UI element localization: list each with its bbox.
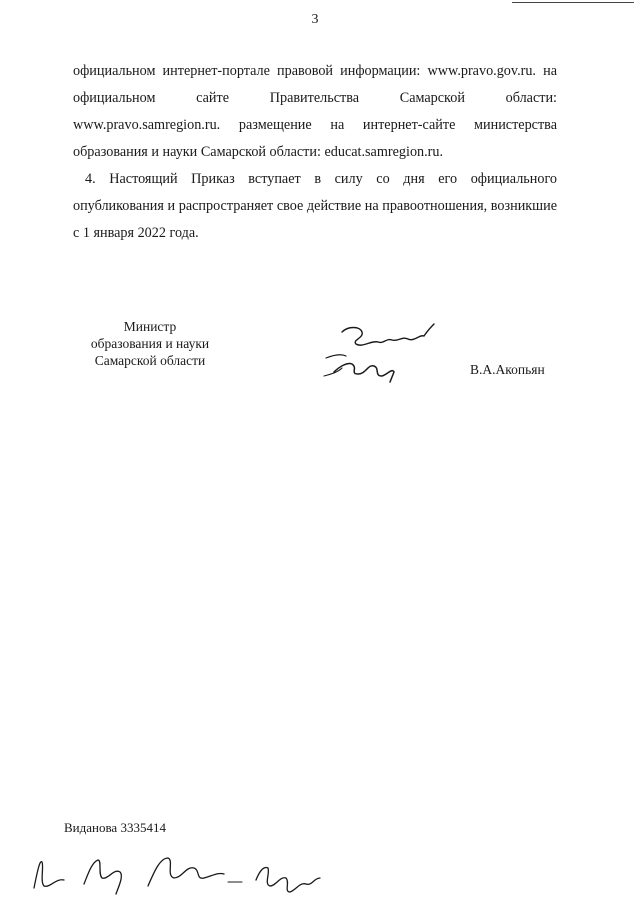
executor-note: Виданова 3335414	[64, 820, 166, 835]
handwritten-signature	[312, 318, 442, 390]
signatory-title-line: Самарской области	[94, 353, 206, 368]
signatory-title-line: Министр	[123, 319, 177, 334]
paragraph-effective-date: 4. Настоящий Приказ вступает в силу со дня его официального опубликования и распространяет свое действие на правоотношения, возникшие с 1 января 2022 года.	[73, 171, 557, 241]
paragraph-publication: официальном интернет-портале правовой информации: www.pravo.gov.ru. на официальном сайте Правительства Самарской области: www.pravo.samregion.ru. размещение на интернет-сайте министерства образования и науки Самарской области: educat.samregion.ru.	[73, 63, 557, 160]
signatory-title	[70, 318, 230, 369]
signer-name: В.А.Акопьян	[470, 362, 545, 377]
approval-signatures	[28, 848, 328, 898]
signatory-title-line: образования и науки	[90, 336, 210, 351]
body-text	[73, 58, 557, 247]
top-rule	[512, 2, 634, 3]
page-number: 3	[311, 12, 319, 27]
